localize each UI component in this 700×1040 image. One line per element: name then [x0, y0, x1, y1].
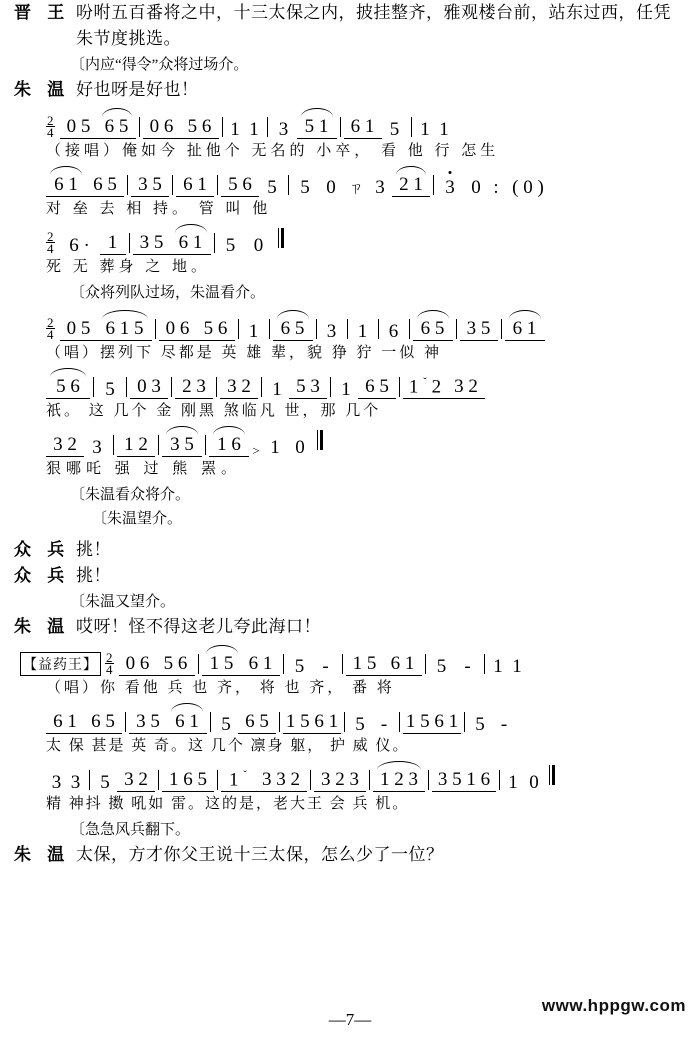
lyric-row: 精 神抖 擞 吼如 雷。这的是，老大王 会 兵 机。 [46, 796, 410, 813]
notation-staff: 3 3 5 3 2 1 6 5 1 $^ˇ$ 3 3 2 3 2 3 1 2 3 3 5 1 6 1 0 [10, 758, 690, 792]
page-footer [0, 996, 700, 1036]
time-signature: 2 4 [47, 314, 54, 342]
dialogue-text: 挑！ [76, 566, 111, 586]
dialogue-line [14, 77, 686, 103]
ornament-mark: ㄗ [348, 181, 364, 198]
lyric-row: 太 保 甚是 英 奇。这 几个 凛身 躯， 护 威 仪。 [46, 738, 410, 755]
time-signature: 2 4 [47, 112, 54, 140]
speaker-name: 朱 温 [14, 616, 71, 636]
stage-direction: 〔内应“得令”众将过场介。 [70, 56, 249, 73]
final-barline [278, 228, 284, 253]
speaker-name: 晋 王 [14, 3, 71, 22]
dialogue-line [14, 614, 686, 640]
notation-staff: 5 6 5 0 3 2 3 3 2 1 5 3 1 6 5 1 $^ˇ$ 2 3 2 [10, 365, 690, 399]
final-barline [317, 430, 323, 455]
dialogue-line [14, 842, 686, 868]
accent-mark: > [252, 443, 260, 459]
notation-staff: 6 1 6 5 3 5 6 1 5 6 5 5 0 ㄗ 3 2 1 3 0 : ( 0 ) [10, 163, 690, 197]
speaker-name: 朱 温 [14, 845, 71, 865]
lyric-row: （唱）摆列下 尽都是 英 雄 辈，貌 狰 狞 一似 神 [46, 345, 443, 362]
time-signature: 2 4 [106, 649, 113, 678]
time-signature: 2 4 [47, 228, 54, 256]
dialogue-line [14, 0, 686, 53]
stage-direction: 〔朱温望介。 [92, 511, 183, 528]
dialogue-text: 挑！ [76, 540, 111, 560]
stage-direction: 〔朱温看众将介。 [70, 487, 191, 504]
lyric-row: 狠哪吒 强 过 熊 罴。 [46, 461, 242, 478]
final-barline [549, 765, 555, 790]
speaker-name: 众 兵 [14, 566, 71, 586]
notation-staff: 6 1 6 5 3 5 6 1 5 6 5 1 5 6 1 5 - 1 5 6 1 5 - [10, 700, 690, 734]
stage-direction: 〔众将列队过场，朱温看介。 [70, 285, 266, 302]
dialogue-text: 哎呀！怪不得这老儿夸此海口！ [76, 616, 321, 636]
dialogue-text: 吩咐五百番将之中，十三太保之内，披挂整齐，雅观楼台前，站东过西，任凭朱节度挑选。 [76, 3, 671, 49]
lyric-row: （接唱）俺如今 扯他个 无名的 小卒， 看 他 行 怎生 [46, 143, 500, 160]
dialogue-line [14, 537, 686, 563]
tune-name-tag: 【益药王】 [20, 652, 101, 676]
speaker-name: 众 兵 [14, 540, 71, 560]
notation-staff: 2 4 6 · 1 3 5 6 1 5 0 [10, 221, 690, 255]
notation-block-3 [10, 642, 690, 816]
lyric-row: 祇。 这 几个 金 刚黑 煞临凡 世，那 几个 [46, 403, 382, 420]
dialogue-text: 太保，方才你父王说十三太保，怎么少了一位？ [76, 845, 444, 865]
dialogue-line [14, 563, 686, 589]
notation-staff: 3 2 3 1 2 3 5 1 6 > 1 0 [10, 423, 690, 457]
lyric-row: 死 无 葬身 之 地。 [46, 259, 211, 276]
lyric-row: 对 垒 去 相 持。 管 叫 他 [46, 201, 272, 218]
stage-direction: 〔朱温又望介。 [70, 593, 176, 610]
speaker-name: 朱 温 [14, 79, 71, 99]
notation-block-2 [10, 307, 690, 481]
watermark-url: www.hppgw.com [541, 996, 686, 1015]
lyric-row: （唱）你 看他 兵 也 齐， 将 也 齐， 番 将 [46, 680, 395, 697]
notation-block-1 [10, 105, 690, 279]
notation-staff: 2 4 0 5 6 5 0 6 5 6 1 1 3 5 1 6 1 5 1 1 [10, 105, 690, 139]
page-number: —7— [328, 1010, 372, 1029]
stage-direction: 〔急急风兵翻下。 [70, 822, 191, 839]
notation-staff: 2 4 0 5 6 1 5 0 6 5 6 1 6 5 3 1 6 6 5 3 5 6 1 [10, 307, 690, 341]
dialogue-text: 好也呀是好也！ [76, 79, 199, 99]
notation-staff: 【益药王】 2 4 0 6 5 6 1 5 6 1 5 - 1 5 6 1 5 - 1 1 [10, 642, 690, 676]
